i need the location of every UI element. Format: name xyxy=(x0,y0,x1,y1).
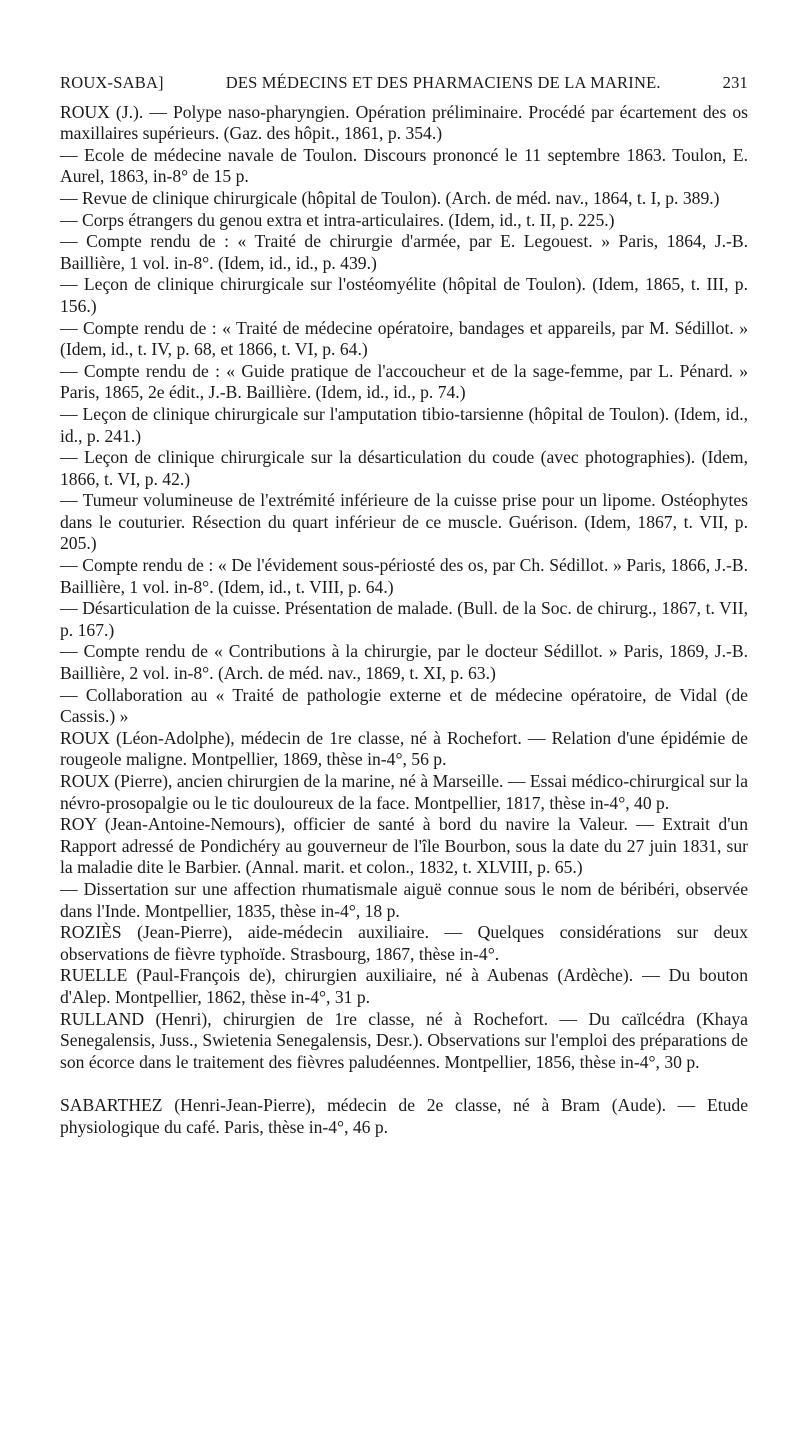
entry-roux-14: — Compte rendu de « Contributions à la chirurgie, par le docteur Sédillot. » Paris, 1869, J.-B. Baillière, 2 vol. in-8°. (Arch. de méd. nav., 1869, t. XI, p. 63.) xyxy=(60,641,748,684)
header-left: ROUX-SABA] xyxy=(60,73,164,92)
entry-roux-3: — Revue de clinique chirurgicale (hôpital de Toulon). (Arch. de méd. nav., 1864, t. I, p. 389.) xyxy=(60,187,720,208)
entry-roux-7: — Compte rendu de : « Traité de médecine opératoire, bandages et appareils, par M. Sédillot. » (Idem, id., t. IV, p. 68, et 1866, t. VI, p. 64.) xyxy=(60,317,748,360)
entry-roux-2: — Ecole de médecine navale de Toulon. Discours prononcé le 11 septembre 1863. Toulon, E. Aurel, 1863, in-8° de 15 p. xyxy=(60,144,748,187)
entry-roy-1: ROY (Jean-Antoine-Nemours), officier de santé à bord du navire la Valeur. — Extrait d'un Rapport adressé de Pondichéry au gouverneur de l'île Bourbon, sous la date du 27 juin 1831, sur la maladie dite le Barbier. (Annal. marit. et colon., 1832, t. XLVIII, p. 65.) xyxy=(60,814,748,878)
entry-roux-10: — Leçon de clinique chirurgicale sur la désarticulation du coude (avec photographies). (Idem, 1866, t. VI, p. 42.) xyxy=(60,447,748,489)
entry-roux-9: — Leçon de clinique chirurgicale sur l'amputation tibio-tarsienne (hôpital de Toulon). (Idem, id., id., p. 241.) xyxy=(60,403,748,446)
running-header xyxy=(60,72,748,94)
entry-rulland: RULLAND (Henri), chirurgien de 1re classe, né à Rochefort. — Du caïlcédra (Khaya Senegalensis, Juss., Swietenia Senegalensis, Desr.). Observations sur l'emploi des préparations de son écorce dans le traitement des fièvres paludéennes. Montpellier, 1856, thèse in-4°, 30 p. xyxy=(60,1008,748,1072)
page-content xyxy=(60,72,748,1139)
entry-roux-13: — Désarticulation de la cuisse. Présentation de malade. (Bull. de la Soc. de chirurg., 1867, t. VII, p. 167.) xyxy=(60,598,748,640)
header-title: DES MÉDECINS ET DES PHARMACIENS DE LA MARINE. xyxy=(225,73,661,92)
entry-roux-11: — Tumeur volumineuse de l'extrémité inférieure de la cuisse prise pour un lipome. Ostéophytes dans le couturier. Résection du quart inférieur de ce muscle. Guérison. (Idem, 1867, t. VII, p. 205.) xyxy=(60,490,748,554)
entry-roux-1: ROUX (J.). — Polype naso-pharyngien. Opération préliminaire. Procédé par écartement des os maxillaires supérieurs. (Gaz. des hôpit., 1861, p. 354.) xyxy=(60,101,748,144)
entry-roux-15: — Collaboration au « Traité de pathologie externe et de médecine opératoire, de Vidal (de Cassis.) » xyxy=(60,684,748,727)
entry-roux-8: — Compte rendu de : « Guide pratique de l'accoucheur et de la sage-femme, par L. Pénard. » Paris, 1865, 2e édit., J.-B. Baillière. (Idem, id., id., p. 74.) xyxy=(60,360,748,403)
entry-roux-leon: ROUX (Léon-Adolphe), médecin de 1re classe, né à Rochefort. — Relation d'une épidémie de rougeole maligne. Montpellier, 1869, thèse in-4°, 56 p. xyxy=(60,727,748,770)
entry-roux-5: — Compte rendu de : « Traité de chirurgie d'armée, par E. Legouest. » Paris, 1864, J.-B. Baillière, 1 vol. in-8°. (Idem, id., id., p. 439.) xyxy=(60,231,748,273)
page-number: 231 xyxy=(722,73,748,92)
entry-rozies: ROZIÈS (Jean-Pierre), aide-médecin auxiliaire. — Quelques considérations sur deux observations de fièvre typhoïde. Strasbourg, 1867, thèse in-4°. xyxy=(60,922,748,964)
entry-roux-4: — Corps étrangers du genou extra et intra-articulaires. (Idem, id., t. II, p. 225.) xyxy=(60,209,615,230)
entry-ruelle: RUELLE (Paul-François de), chirurgien auxiliaire, né à Aubenas (Ardèche). — Du bouton d'Alep. Montpellier, 1862, thèse in-4°, 31 p. xyxy=(60,965,748,1007)
entry-roy-2: — Dissertation sur une affection rhumatismale aiguë connue sous le nom de béribéri, observée dans l'Inde. Montpellier, 1835, thèse in-4°, 18 p. xyxy=(60,878,748,921)
entry-roux-12: — Compte rendu de : « De l'évidement sous-périosté des os, par Ch. Sédillot. » Paris, 1866, J.-B. Baillière, 1 vol. in-8°. (Idem, id., t. VIII, p. 64.) xyxy=(60,555,748,597)
entry-roux-pierre: ROUX (Pierre), ancien chirurgien de la marine, né à Marseille. — Essai médico-chirurgical sur la névro-prosopalgie ou le tic douloureux de la face. Montpellier, 1817, thèse in-4°, 40 p. xyxy=(60,771,748,813)
section-gap xyxy=(60,1073,748,1095)
entry-roux-6: — Leçon de clinique chirurgicale sur l'ostéomyélite (hôpital de Toulon). (Idem, 1865, t. III, p. 156.) xyxy=(60,274,748,316)
entry-sabarthez: SABARTHEZ (Henri-Jean-Pierre), médecin de 2e classe, né à Bram (Aude). — Etude physiologique du café. Paris, thèse in-4°, 46 p. xyxy=(60,1095,748,1137)
bibliography-list xyxy=(60,102,748,1074)
